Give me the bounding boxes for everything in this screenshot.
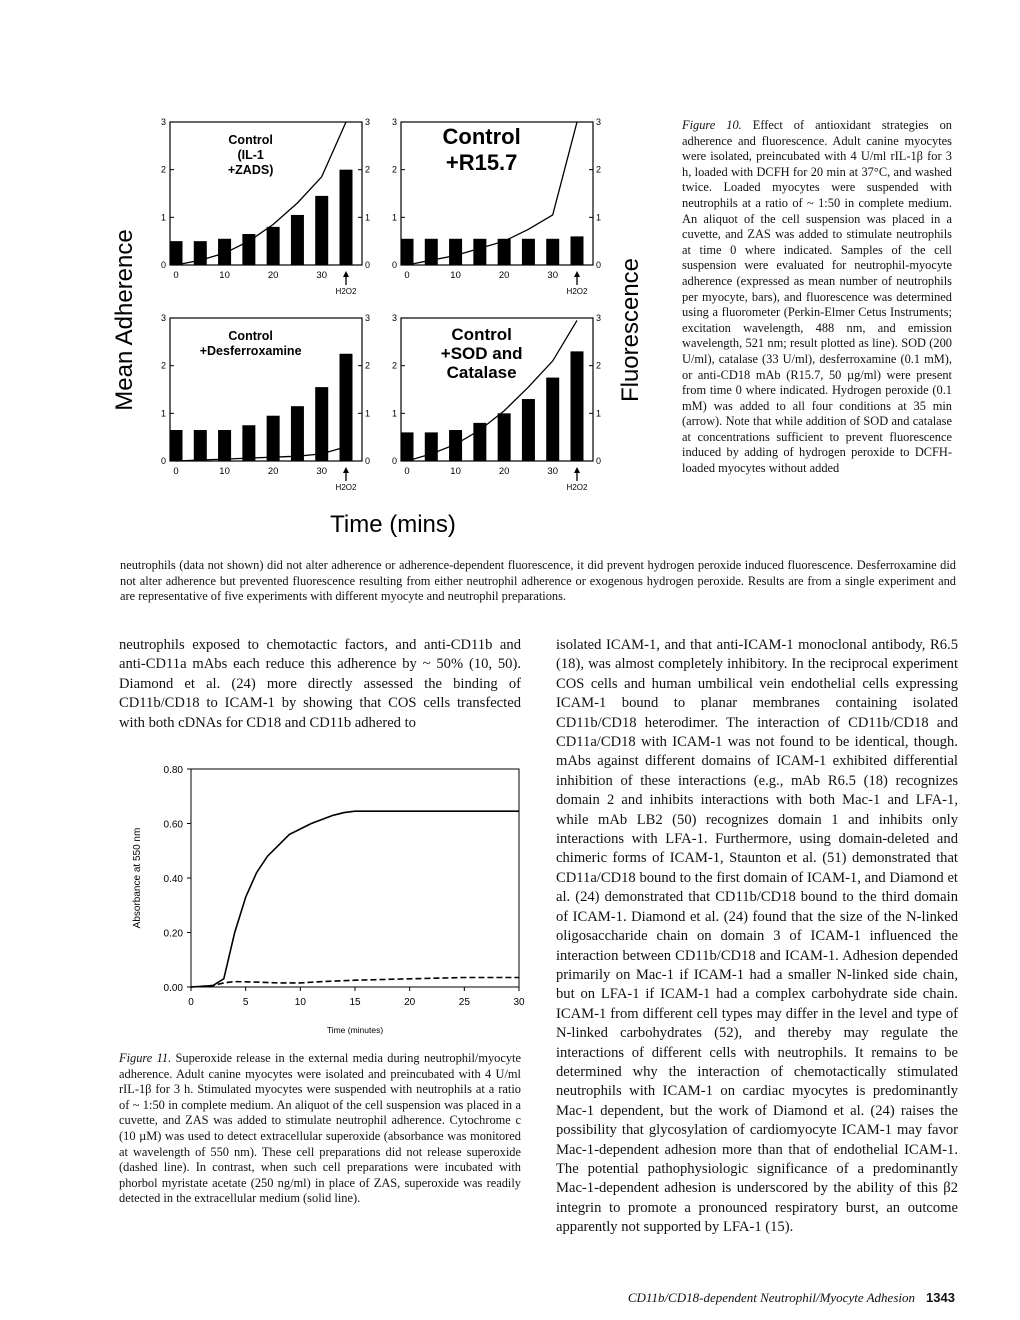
- y2-tick-label: 1: [596, 212, 602, 223]
- figure-10-charts: [110, 110, 650, 540]
- x-tick-label: 25: [458, 997, 470, 1008]
- adherence-bar: [522, 239, 535, 265]
- x-axis-label: Time (minutes): [326, 1025, 384, 1035]
- adherence-bar: [425, 432, 438, 461]
- x-tick-label: 20: [498, 270, 510, 281]
- x-tick-label: 30: [316, 270, 328, 281]
- y-axis-label: Mean Adherence: [111, 229, 138, 411]
- running-title-text: CD11b/CD18-dependent Neutrophil/Myocyte Adhesion: [627, 1290, 915, 1305]
- figure-10-label: Figure 10.: [682, 118, 742, 132]
- panel-title-line: +ZADS): [227, 163, 274, 177]
- arrow-label: H2O2: [335, 483, 357, 492]
- y-tick-label: 3: [391, 117, 397, 127]
- plot-frame: [191, 769, 519, 987]
- arrow-icon: [574, 467, 580, 473]
- adherence-bar: [267, 227, 280, 265]
- y-tick-label: 0: [160, 260, 166, 270]
- x-tick-label: 30: [547, 270, 559, 281]
- adherence-bar: [522, 399, 535, 461]
- y2-tick-label: 3: [365, 117, 371, 127]
- y2-tick-label: 2: [365, 164, 371, 175]
- adherence-bar: [291, 406, 304, 461]
- figure-11-chart: [112, 755, 532, 1055]
- panel-title-line: Control: [442, 124, 521, 149]
- y-tick-label: 0: [391, 260, 397, 270]
- adherence-bar: [449, 239, 462, 265]
- x-tick-label: 10: [219, 466, 230, 477]
- adherence-bar: [267, 416, 280, 461]
- arrow-icon: [343, 467, 349, 473]
- x-tick-label: 15: [349, 997, 361, 1008]
- x-tick-label: 20: [498, 466, 510, 477]
- panel-title-line: (IL-1: [237, 148, 264, 162]
- y2-tick-label: 3: [596, 117, 602, 127]
- y-tick-label: 3: [391, 313, 397, 323]
- figure-11-caption: [119, 1051, 521, 1207]
- y2-tick-label: 0: [596, 456, 602, 466]
- y-tick-label: 1: [391, 408, 397, 419]
- adherence-bar: [340, 354, 353, 461]
- solid-line-series: [191, 811, 519, 987]
- panel-title-line: Catalase: [446, 363, 517, 382]
- x-tick-label: 5: [242, 997, 249, 1008]
- x-tick-label: 0: [404, 270, 410, 281]
- figure-10-caption-body: Effect of antioxidant strategies on adherence and fluorescence. Adult canine myocytes were isolated, preincubated with 4 U/ml rIL-1β for 3 h, loaded with DCFH for 20 min at 37°C, and washed twice. Loaded myocytes were suspended with neutrophils at a ratio of ~ 1:50 in complete medium. An aliquot of the cell suspension was placed in a cuvette, and ZAS was added to stimulate neutrophils at time 0 where indicated. Samples of the cell suspension were evaluated for neutrophil-myocyte adherence (expressed as mean number of neutrophils per myocyte, bars), and fluorescence was determined using a fluorometer (Perkin-Elmer Cetus Instruments; excitation wavelength, 488 nm, and emission wavelength, 521 nm; result plotted as line). SOD (200 U/ml), catalase (33 U/ml), desferroxamine (0.1 mM), or anti-CD18 mAb (R15.7, 50 µg/ml) were present from time 0 where indicated. Hydrogen peroxide (0.1 mM) was added to all four conditions at 35 min (arrow). Note that while addition of SOD and catalase at concentrations sufficient to prevent fluorescence induced by adding of hydrogen peroxide to DCFH-loaded myocytes without added: [682, 118, 952, 476]
- y-tick-label: 2: [160, 164, 166, 175]
- x-tick-label: 30: [316, 466, 328, 477]
- panel-title-line: +SOD and: [440, 344, 523, 363]
- adherence-bar: [194, 430, 207, 461]
- y2-tick-label: 2: [365, 360, 371, 371]
- x-tick-label: 30: [513, 997, 525, 1008]
- figure-11-caption-body: Superoxide release in the external media during neutrophil/myocyte adherence. Adult canine myocytes were isolated and preincubated with 4 U/ml rIL-1β for 3 h. Stimulated myocytes were suspended with neutrophils at a ratio of ~ 1:50 in complete medium. An aliquot of the cell suspension was placed in a cuvette, and ZAS was added to stimulate neutrophil adherence. Cytochrome c (10 µM) was used to detect extracellular superoxide (absorbance was monitored at wavelength of 550 nm). These cell preparations did not release superoxide (dashed line). In contrast, when such cell preparations were incubated with phorbol myristate acetate (250 ng/ml) in place of ZAS, superoxide was readily detected in the extracellular medium (solid line).: [119, 1051, 521, 1206]
- adherence-bar: [170, 430, 183, 461]
- y2-tick-label: 1: [365, 408, 371, 419]
- x-tick-label: 0: [404, 466, 410, 477]
- y-tick-label: 0.20: [163, 928, 183, 940]
- adherence-bar: [546, 239, 559, 265]
- y-tick-label: 0: [160, 456, 166, 466]
- y2-tick-label: 0: [365, 260, 371, 270]
- running-title: [545, 1290, 915, 1306]
- figure-10-caption-continued: neutrophils (data not shown) did not alter adherence or adherence-dependent fluorescence, it did prevent hydrogen peroxide induced fluorescence. Desferroxamine did not alter adherence but prevented fluorescence resulting from either neutrophil adherence or exogenous hydrogen peroxide. Results are from a single experiment and are representative of five experiments with different myocyte and neutrophil preparations.: [120, 558, 956, 604]
- panel-title-line: Control: [228, 329, 273, 343]
- adherence-bar: [340, 170, 353, 265]
- x-tick-label: 0: [173, 466, 179, 477]
- y-tick-label: 1: [391, 212, 397, 223]
- adherence-bar: [315, 196, 328, 265]
- x-tick-label: 0: [173, 270, 179, 281]
- y-tick-label: 3: [160, 313, 166, 323]
- y-tick-label: 2: [160, 360, 166, 371]
- x-tick-label: 20: [267, 270, 279, 281]
- x-tick-label: 20: [267, 466, 279, 477]
- y2-tick-label: 0: [365, 456, 371, 466]
- y-tick-label: 0: [391, 456, 397, 466]
- y2-tick-label: 3: [365, 313, 371, 323]
- adherence-bar: [291, 215, 304, 265]
- y-tick-label: 0.60: [163, 819, 183, 831]
- x-tick-label: 10: [450, 466, 461, 477]
- adherence-bar: [218, 430, 231, 461]
- panel-title-line: +Desferroxamine: [199, 344, 302, 358]
- figure-10: [110, 110, 650, 540]
- adherence-bar: [473, 423, 486, 461]
- x-tick-label: 10: [219, 270, 230, 281]
- adherence-bar: [315, 387, 328, 461]
- adherence-bar: [498, 413, 511, 461]
- x-tick-label: 10: [450, 270, 461, 281]
- y-tick-label: 0.40: [163, 874, 183, 885]
- y-tick-label: 1: [160, 408, 166, 419]
- y-tick-label: 2: [391, 164, 397, 175]
- x-axis-label: Time (mins): [330, 511, 456, 538]
- x-tick-label: 0: [188, 997, 194, 1008]
- dashed-line-series: [191, 978, 519, 988]
- panel-title-line: +R15.7: [445, 150, 518, 175]
- y-tick-label: 3: [160, 117, 166, 127]
- figure-11-label: Figure 11.: [119, 1051, 172, 1065]
- y-axis-label: Absorbance at 550 nm: [132, 827, 143, 929]
- y2-tick-label: 2: [596, 164, 602, 175]
- y-tick-label: 1: [160, 212, 166, 223]
- y-tick-label: 0.00: [163, 983, 183, 994]
- adherence-bar: [170, 241, 183, 265]
- y2-tick-label: 2: [596, 360, 602, 371]
- adherence-bar: [242, 425, 255, 461]
- right-column-text: isolated ICAM-1, and that anti-ICAM-1 monoclonal antibody, R6.5 (18), was almost completely inhibitory. In the reciprocal experiment COS cells and human umbilical vein endothelial cells expressing ICAM-1 bound to planar membranes containing isolated CD11b/CD18 heterodimer. The interaction of CD11b/CD18 and CD11a/CD18 with ICAM-1 was not found to be identical, though. mAbs against different domains of ICAM-1 exhibited differential inhibition of these interactions (e.g., mAb R6.5 (18) recognizes domain 2 and inhibits interactions with both Mac-1 and LFA-1, while mAb LB2 (50) recognizes domain 1 and inhibits only interactions with LFA-1. Furthermore, using domain-deleted and chimeric forms of ICAM-1, Staunton et al. (51) demonstrated that CD11a/CD18 bound to the first domain of ICAM-1, and Diamond et al. (24) demonstrated that CD11b/CD18 bound to the third domain of ICAM-1. Diamond et al. (24) found that the size of the N-linked oligosaccharide chain on domain 3 of ICAM-1 influenced the interaction between CD11b/CD18 and ICAM-1. Adhesion depended primarily on Mac-1 if ICAM-1 had a smaller N-linked side chain, but on LFA-1 if ICAM-1 had a complex carbohydrate side chain. ICAM-1 from different cell types may differ in the level and type of N-linked carbohydrates (52), and thereby may regulate the interactions of different cells with neutrophils. It remains to be determined why the interaction of chemotactically stimulated neutrophils with ICAM-1 on cardiac myocytes is predominantly Mac-1 dependent, but the work of Diamond et al. (24) raises the possibility that glycosylation of cardiomyocyte ICAM-1 may favor Mac-1-dependent adhesion more than that of endothelial ICAM-1. The potential pathophysiologic significance of a predominantly Mac-1-dependent adhesion is underscored by the ability of this β2 integrin to promote a pronounced respiratory burst, an outcome apparently not supported by LFA-1 (15).: [556, 637, 958, 1236]
- y2-tick-label: 1: [596, 408, 602, 419]
- arrow-label: H2O2: [335, 287, 357, 296]
- y2-tick-label: 1: [365, 212, 371, 223]
- adherence-bar: [218, 239, 231, 265]
- y2-axis-label: Fluorescence: [617, 257, 644, 403]
- adherence-bar: [571, 351, 584, 461]
- y-tick-label: 0.80: [163, 765, 183, 776]
- x-tick-label: 10: [294, 997, 306, 1008]
- x-tick-label: 30: [547, 466, 559, 477]
- arrow-icon: [574, 271, 580, 277]
- y2-tick-label: 0: [596, 260, 602, 270]
- x-tick-label: 20: [404, 997, 416, 1008]
- adherence-bar: [401, 239, 414, 265]
- left-column-text: neutrophils exposed to chemotactic factors, and anti-CD11b and anti-CD11a mAbs each reduce this adherence by ~ 50% (10, 50). Diamond et al. (24) more directly assessed the binding of CD11b/CD18 to ICAM-1 by showing that COS cells transfected with both cDNAs for CD18 and CD11b adhered to: [119, 637, 521, 731]
- y-tick-label: 2: [391, 360, 397, 371]
- panel-title-line: Control: [451, 325, 512, 344]
- arrow-label: H2O2: [566, 483, 588, 492]
- arrow-icon: [343, 271, 349, 277]
- figure-11: [112, 755, 532, 1055]
- adherence-bar: [401, 432, 414, 461]
- page-number: 1343: [926, 1290, 955, 1305]
- adherence-bar: [571, 236, 584, 265]
- adherence-bar: [473, 239, 486, 265]
- arrow-label: H2O2: [566, 287, 588, 296]
- adherence-bar: [546, 378, 559, 461]
- panel-title-line: Control: [228, 133, 273, 147]
- figure-10-caption: [682, 118, 952, 477]
- y2-tick-label: 3: [596, 313, 602, 323]
